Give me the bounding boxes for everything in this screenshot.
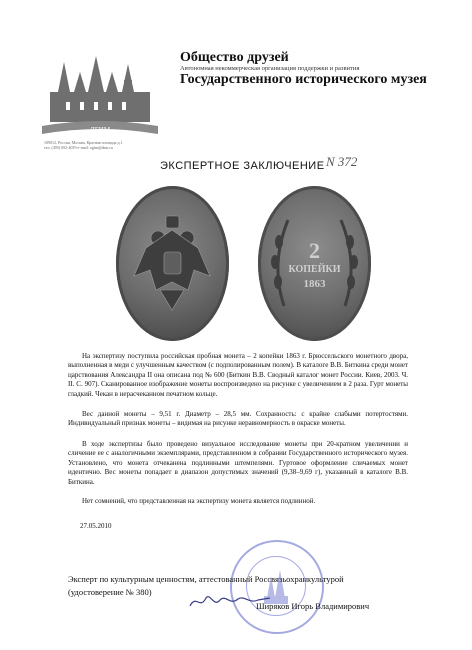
- paragraph-conclusion: Нет сомнений, что представленная на экспертизу монета является подлинной.: [82, 497, 316, 505]
- expert-certificate: (удостоверение № 380): [68, 587, 152, 597]
- paragraph-examination: В ходе экспертизы было проведено визуальное исследование монеты при 20-кратном увеличении и сличение ее с аналогичными экземплярами, представленном в собрании Государственного исторического музея. Установлено, что монета отчеканена подлинными штемпелями. Гуртовое оформление сличаемых монет идентично. Вес монеты попадает в диапазон допустимых значений (9,38–9,69 г), указанный в каталоге В.В. Биткина.: [68, 440, 408, 486]
- museum-name: Государственного исторического музея: [180, 72, 427, 87]
- address-line-2: тел. (495) 692-4019 e-mail: ogim@shm.ru: [44, 145, 113, 150]
- handwritten-number: N 372: [326, 154, 358, 169]
- document-title: ЭКСПЕРТНОЕ ЗАКЛЮЧЕНИЕ: [160, 160, 325, 172]
- coin-reverse-image: [258, 186, 371, 341]
- society-subtitle: Автономная некоммерческая организация поддержки и развития: [180, 65, 360, 72]
- expert-credentials: Эксперт по культурным ценностям, аттестованный Россвязьохранкультурой: [68, 574, 344, 584]
- society-title: Общество друзей: [180, 50, 289, 65]
- coin-year: 1863: [303, 278, 326, 290]
- coin-denomination-word: КОПЕЙКИ: [288, 264, 341, 275]
- expert-name: Ширяков Игорь Владимирович: [256, 601, 370, 611]
- address-block: [44, 140, 123, 150]
- document-date: 27.05.2010: [80, 522, 112, 530]
- logo-text: ДГИМ: [89, 126, 111, 134]
- coin-denomination-number: 2: [309, 238, 320, 263]
- official-stamp: [230, 540, 324, 634]
- paragraph-weight: Вес данной монеты – 9,51 г. Диаметр – 28,5 мм. Сохранность: с крайне слабыми потертостями. Индивидуальный признак монеты – видимая на рисунке неравномерность в окраске монеты.: [68, 410, 408, 428]
- paragraph-description: На экспертизу поступила российская пробная монета – 2 копейки 1863 г. Брюссельского монетного двора, выполненная в меди с улучшенным качеством (с подполированным полем). В каталоге В.В. Биткина среди монет царствования Александра II она описана под № 600 (Биткин В.В. Сводный каталог монет России. Киев, 2003. Ч. II. С. 907). Сканированное изображение монеты воспроизведено на рисунке с увеличением в 2 раза. Гурт монеты гладкий. Чекан в нерасчеканном печатном кольце.: [68, 352, 408, 398]
- coin-obverse-image: [116, 186, 229, 341]
- address-line-1: 109012, Россия, Москва, Красная площадь д.1: [44, 140, 123, 145]
- society-logo: [40, 52, 160, 140]
